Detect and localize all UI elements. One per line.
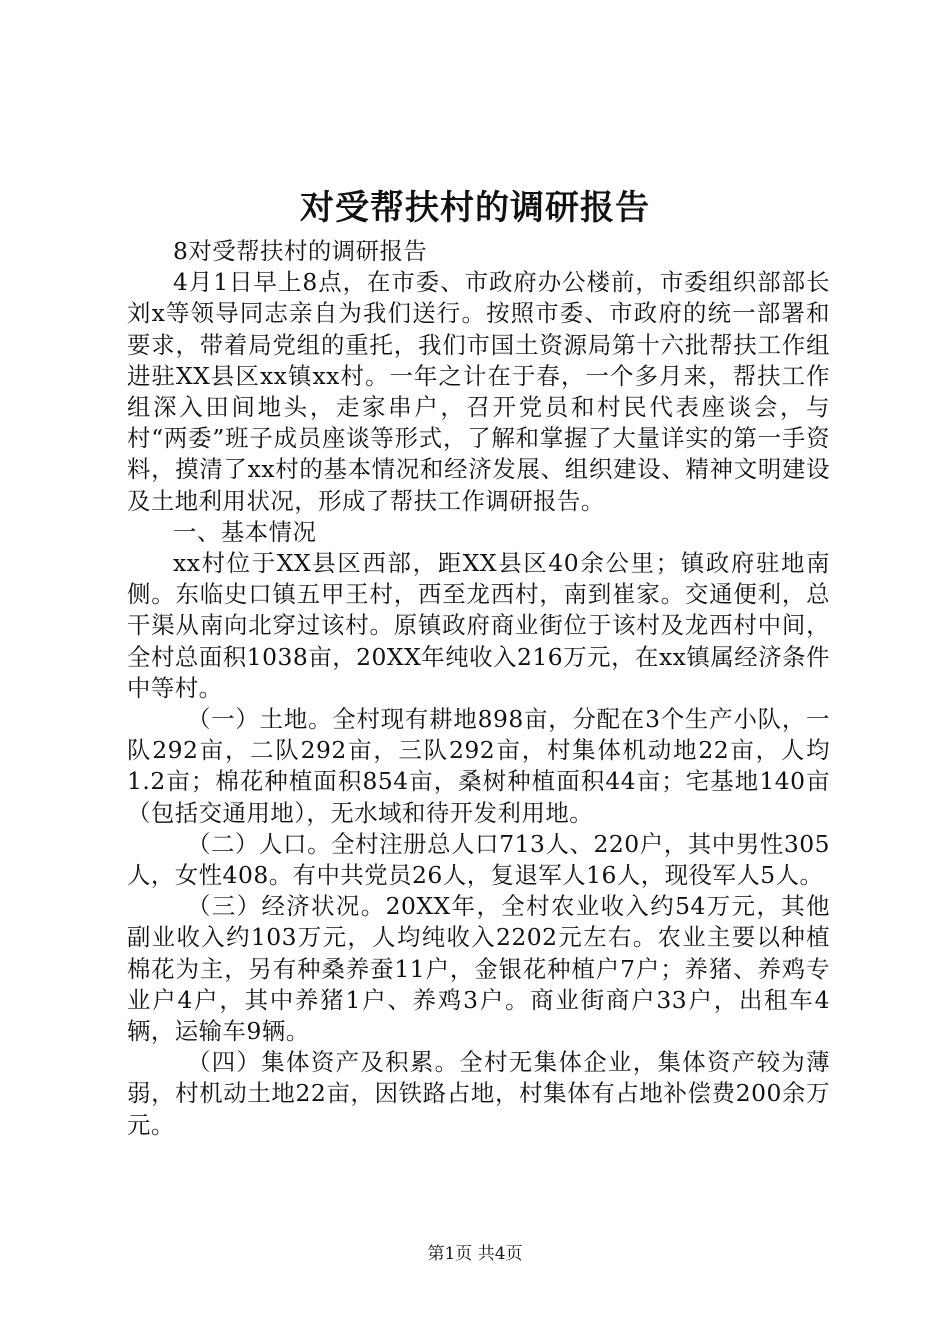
paragraph-subtitle: 8对受帮扶村的调研报告 — [173, 237, 428, 265]
paragraph-location: xx村位于XX县区西部，距XX县区40余公里；镇政府驻地南侧。东临史口镇五甲王村，西至龙西村，南到崔家。交通便利，总干渠从南向北穿过该村。原镇政府商业街位于该村及龙西村中间，全村总面积1038亩，20XX年纯收入216万元，在xx镇属经济条件中等村。 — [127, 549, 830, 702]
paragraph-economy: （三）经济状况。20XX年，全村农业收入约54万元，其他副业收入约103万元，人均纯收入2202元左右。农业主要以种植棉花为主，另有种桑养蚕11户，金银花种植户7户；养猪、养鸡专业户4户，其中养猪1户、养鸡3户。商业街商户33户，出租车4辆，运输车9辆。 — [127, 892, 830, 1046]
document-body — [127, 236, 830, 1141]
paragraph-intro: 4月1日早上8点，在市委、市政府办公楼前，市委组织部部长刘x等领导同志亲自为我们送行。按照市委、市政府的统一部署和要求，带着局党组的重托，我们市国土资源局第十六批帮扶工作组进驻XX县区xx镇xx村。一年之计在于春，一个多月来，帮扶工作组深入田间地头，走家串户，召开党员和村民代表座谈会，与村“两委”班子成员座谈等形式，了解和掌握了大量详实的第一手资料，摸清了xx村的基本情况和经济发展、组织建设、精神文明建设及土地利用状况，形成了帮扶工作调研报告。 — [127, 268, 830, 515]
section-heading-basic-info: 一、基本情况 — [173, 517, 317, 546]
document-title: 对受帮扶村的调研报告 — [300, 188, 650, 228]
paragraph-population: （二）人口。全村注册总人口713人、220户，其中男性305人，女性408。有中共党员26人，复退军人16人，现役军人5人。 — [127, 829, 830, 890]
paragraph-land: （一）土地。全村现有耕地898亩，分配在3个生产小队，一队292亩，二队292亩，三队292亩，村集体机动地22亩，人均1.2亩；棉花种植面积854亩，桑树种植面积44亩；宅基地140亩（包括交通用地），无水域和待开发利用地。 — [127, 705, 830, 827]
page-number-footer: 第1页 共4页 — [427, 1244, 523, 1264]
paragraph-collective-assets: （四）集体资产及积累。全村无集体企业，集体资产较为薄弱，村机动土地22亩，因铁路占地，村集体有占地补偿费200余万元。 — [127, 1048, 830, 1139]
